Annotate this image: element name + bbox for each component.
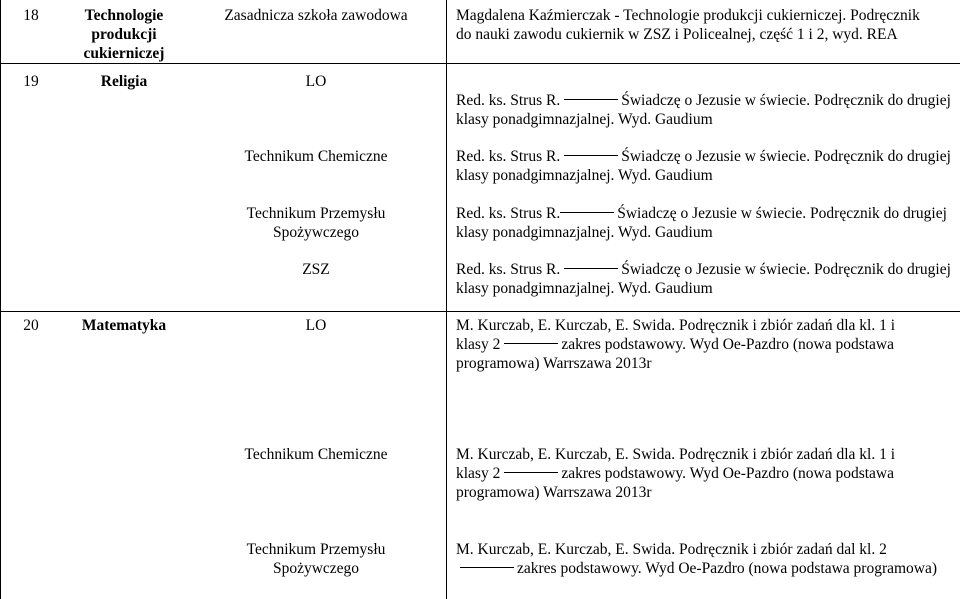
school-name: ZSZ — [302, 261, 330, 278]
textbook-line: zakres podstawowy. Wyd Oe-Pazdro (nowa podstawa programowa) — [456, 559, 956, 578]
textbook-line: klasy ponadgimnazjalnej. Wyd. Gaudium — [456, 280, 713, 297]
textbook-line: Magdalena Kaźmierczak - Technologie produkcji cukierniczej. Podręcznik — [456, 7, 920, 24]
dash-mark — [564, 155, 618, 156]
school-name: Zasadnicza szkoła zawodowa — [224, 7, 408, 24]
textbook-info — [456, 6, 956, 44]
subject-name: Religia — [100, 73, 148, 90]
row-number: 19 — [23, 73, 39, 90]
school-name: LO — [305, 73, 327, 90]
textbook-line: M. Kurczab, E. Kurczab, E. Swida. Podręcznik i zbiór zadań dal kl. 2 — [456, 541, 887, 558]
subject-name: Technologie produkcji cukierniczej — [83, 7, 165, 62]
dash-mark — [504, 472, 558, 473]
school-name: Technikum Przemysłu Spożywczego — [246, 205, 386, 241]
textbook-line: klasy ponadgimnazjalnej. Wyd. Gaudium — [456, 167, 713, 184]
dash-mark — [504, 343, 558, 344]
school-name: Technikum Chemiczne — [244, 148, 388, 165]
textbook-line: Red. ks. Strus R. Świadczę o Jezusie w świecie. Podręcznik do drugiej — [456, 148, 951, 165]
textbook-info — [456, 260, 956, 298]
school-name: Technikum Przemysłu Spożywczego — [246, 541, 386, 577]
dash-mark — [560, 212, 614, 213]
textbook-line: M. Kurczab, E. Kurczab, E. Swida. Podręcznik i zbiór zadań dla kl. 1 i — [456, 446, 896, 463]
textbook-line: Red. ks. Strus R. Świadczę o Jezusie w świecie. Podręcznik do drugiej — [456, 92, 951, 109]
textbook-line: klasy ponadgimnazjalnej. Wyd. Gaudium — [456, 224, 713, 241]
textbook-line: klasy 2 zakres podstawowy. Wyd Oe-Pazdro (nowa podstawa — [456, 336, 894, 353]
grid-line — [0, 63, 960, 64]
textbook-line: programowa) Warrszawa 2013r — [456, 484, 652, 501]
textbook-info — [456, 91, 956, 129]
textbook-line: M. Kurczab, E. Kurczab, E. Swida. Podręcznik i zbiór zadań dla kl. 1 i — [456, 317, 896, 334]
textbook-line: Red. ks. Strus R. Świadczę o Jezusie w świecie. Podręcznik do drugiej — [456, 261, 951, 278]
textbook-info — [456, 540, 956, 578]
school-name: LO — [305, 317, 327, 334]
textbook-line: Red. ks. Strus R. Świadczę o Jezusie w świecie. Podręcznik do drugiej — [456, 205, 947, 222]
textbook-info — [456, 147, 956, 185]
dash-mark — [564, 268, 618, 269]
textbook-info — [456, 204, 956, 242]
grid-line — [446, 0, 447, 599]
textbook-line: klasy 2 zakres podstawowy. Wyd Oe-Pazdro (nowa podstawa — [456, 465, 894, 482]
textbook-line: programowa) Warrszawa 2013r — [456, 355, 652, 372]
row-number: 20 — [23, 317, 39, 334]
dash-mark — [564, 99, 618, 100]
grid-line — [0, 311, 960, 312]
textbook-info — [456, 316, 956, 373]
textbook-line: klasy ponadgimnazjalnej. Wyd. Gaudium — [456, 111, 713, 128]
school-name: Technikum Chemiczne — [244, 446, 388, 463]
subject-name: Matematyka — [81, 317, 167, 334]
row-number: 18 — [23, 7, 39, 24]
textbook-line: do nauki zawodu cukiernik w ZSZ i Policealnej, część 1 i 2, wyd. REA — [456, 26, 898, 43]
dash-mark — [460, 567, 514, 568]
textbook-info — [456, 445, 956, 502]
